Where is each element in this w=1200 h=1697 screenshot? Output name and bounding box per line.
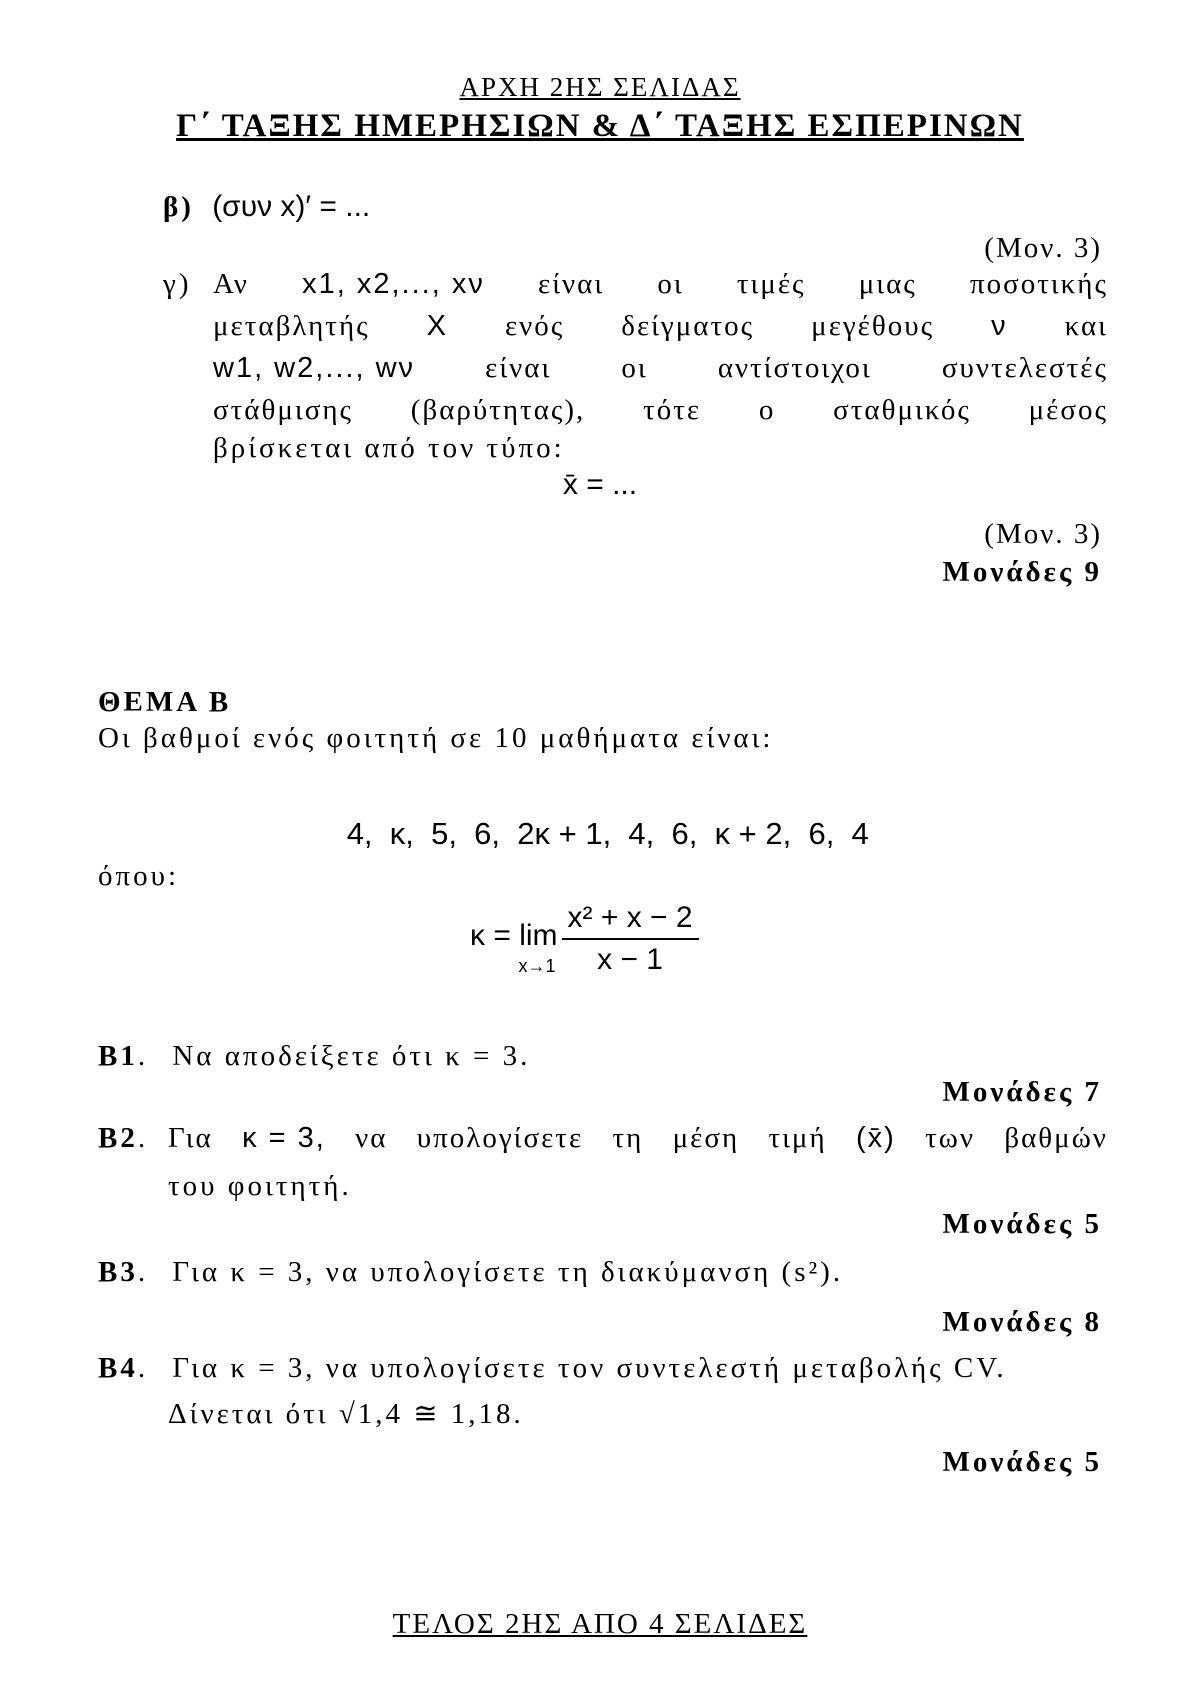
gamma-line-1: Αν x1, x2,..., xν είναι οι τιμές μιας ποσοτικής (213, 268, 1108, 300)
limit-denominator: x − 1 (597, 943, 663, 976)
gamma-points: (Μον. 3) (984, 518, 1102, 550)
where-label: όπου: (98, 860, 180, 892)
b3-points: Μονάδες 8 (942, 1306, 1102, 1338)
exam-class-title: Γ΄ ΤΑΞΗΣ ΗΜΕΡΗΣΙΩΝ & Δ΄ ΤΑΞΗΣ ΕΣΠΕΡΙΝΩΝ (176, 108, 1024, 144)
b3-text: Για κ = 3, να υπολογίσετε τη διακύμανση (s²). (172, 1256, 844, 1288)
b4-given: Δίνεται ότι √1,4 ≅ 1,18. (168, 1398, 524, 1430)
b4-item: Β4. Για κ = 3, να υπολογίσετε τον συντελεστή μεταβολής CV. (98, 1352, 1007, 1384)
limit-numerator: x² + x − 2 (562, 898, 699, 940)
limit-fraction (562, 898, 699, 980)
limit-subscript: x→1 (518, 956, 556, 976)
beta-formula: (συν x)′ = ... (212, 190, 371, 223)
b2-text-cont: του φοιτητή. (168, 1170, 352, 1202)
limit-formula (470, 901, 699, 980)
b2-text-line: Για κ = 3, να υπολογίσετε τη μέση τιμή (x̄) των βαθμών (168, 1122, 1108, 1154)
b3-label: Β3 (98, 1256, 138, 1288)
b4-text: Για κ = 3, να υπολογίσετε τον συντελεστή μεταβολής CV. (172, 1352, 1007, 1384)
b4-label: Β4 (98, 1352, 138, 1384)
gamma-formula-row (0, 468, 1200, 502)
b1-label: Β1 (98, 1040, 138, 1072)
b1-points: Μονάδες 7 (942, 1076, 1102, 1108)
b4-points: Μονάδες 5 (942, 1446, 1102, 1478)
theme-b-title: ΘΕΜΑ Β (98, 686, 232, 718)
gamma-line-2: μεταβλητής X ενός δείγματος μεγέθους ν και (213, 310, 1108, 342)
theme-b-intro: Οι βαθμοί ενός φοιτητή σε 10 μαθήματα είναι: (98, 722, 774, 754)
gamma-line-3: w1, w2,..., wν είναι οι αντίστοιχοι συντελεστές (213, 352, 1108, 384)
gamma-label: γ) (163, 268, 192, 300)
question-a-total-points: Μονάδες 9 (942, 556, 1102, 588)
b1-text: Να αποδείξετε ότι κ = 3. (172, 1040, 531, 1072)
beta-label: β) (163, 191, 194, 223)
b2-label-wrap: Β2. (98, 1122, 149, 1154)
limit-operator (470, 916, 558, 976)
b1-item: Β1. Να αποδείξετε ότι κ = 3. (98, 1040, 531, 1072)
question-beta (163, 190, 370, 224)
weighted-mean-formula: x̄ = ... (562, 468, 638, 501)
b2-points: Μονάδες 5 (942, 1208, 1102, 1240)
page-start-header: ΑΡΧΗ 2ΗΣ ΣΕΛΙΔΑΣ (459, 72, 741, 102)
page-end-footer: ΤΕΛΟΣ 2ΗΣ ΑΠΟ 4 ΣΕΛΙΔΕΣ (392, 1608, 808, 1640)
grades-list: 4, κ, 5, 6, 2κ + 1, 4, 6, κ + 2, 6, 4 (346, 816, 869, 851)
b3-item: Β3. Για κ = 3, να υπολογίσετε τη διακύμανση (s²). (98, 1256, 844, 1288)
limit-lhs: κ = lim (470, 919, 558, 952)
grades-list-row (0, 780, 1200, 852)
b2-label: Β2 (98, 1122, 138, 1154)
beta-points: (Μον. 3) (984, 232, 1102, 264)
gamma-line-4: στάθμισης (βαρύτητας), τότε ο σταθμικός μέσος (213, 394, 1108, 426)
gamma-line-5: βρίσκεται από τον τύπο: (213, 432, 565, 464)
